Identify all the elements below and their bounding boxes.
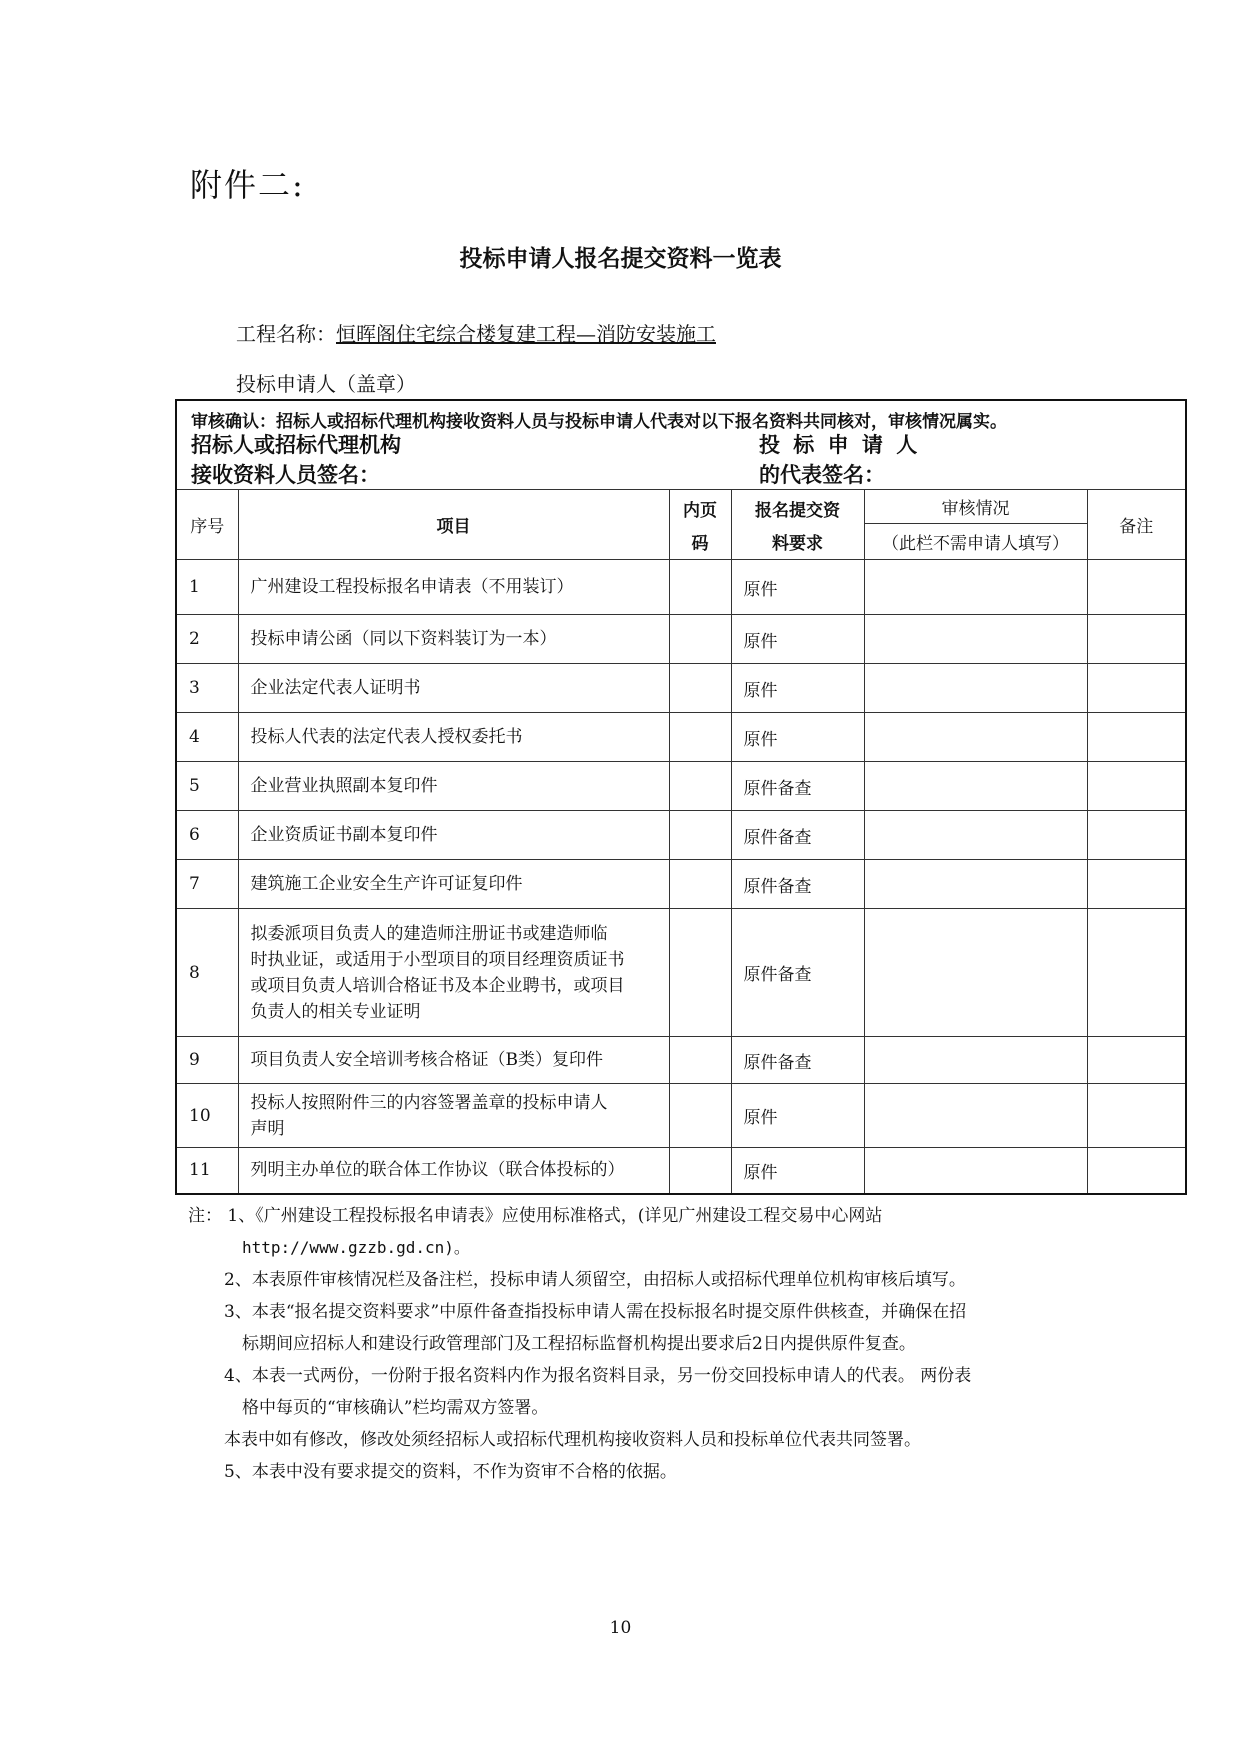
note-4-amend: 本表中如有修改，修改处须经招标人或招标代理机构接收资料人员和投标单位代表共同签署。 [224, 1430, 921, 1450]
row-item: 列明主办单位的联合体工作协议（联合体投标的） [238, 1148, 669, 1194]
row-number: 1 [176, 560, 238, 615]
row-remark [1087, 615, 1186, 664]
table-row [176, 664, 1186, 713]
project-name-line [236, 318, 716, 347]
row-requirement: 原件 [731, 664, 864, 713]
row-number: 7 [176, 860, 238, 909]
table-row [176, 560, 1186, 615]
row-item [238, 1084, 669, 1148]
row-number: 10 [176, 1084, 238, 1148]
row-requirement: 原件备查 [731, 1037, 864, 1084]
row-number: 2 [176, 615, 238, 664]
row-requirement: 原件备查 [731, 860, 864, 909]
row-requirement: 原件备查 [731, 909, 864, 1037]
row-item: 企业营业执照副本复印件 [238, 762, 669, 811]
row-remark [1087, 560, 1186, 615]
row-item: 广州建设工程投标报名申请表（不用装订） [238, 560, 669, 615]
row-page-code [669, 615, 731, 664]
note-3-cont: 标期间应招标人和建设行政管理部门及工程招标监督机构提出要求后2日内提供原件复查。 [242, 1334, 916, 1354]
row-review [864, 762, 1087, 811]
applicant-signature-label-2: 的代表签名： [759, 462, 885, 487]
table-row [176, 615, 1186, 664]
row-item-line: 负责人的相关专业证明 [250, 1001, 421, 1022]
row-page-code [669, 664, 731, 713]
row-item: 企业资质证书副本复印件 [238, 811, 669, 860]
row-page-code [669, 909, 731, 1037]
row-page-code [669, 811, 731, 860]
row-page-code [669, 560, 731, 615]
header-requirement [731, 490, 864, 560]
row-item-line: 时执业证，或适用于小型项目的项目经理资质证书 [250, 949, 625, 970]
notes-section [188, 1200, 1108, 1488]
row-number: 9 [176, 1037, 238, 1084]
agency-signature-label-2: 接收资料人员签名： [191, 462, 380, 487]
project-name-value: 恒晖阁住宅综合楼复建工程—消防安装施工 [336, 322, 716, 346]
agency-signature-label-1: 招标人或招标代理机构 [191, 432, 401, 457]
note-4: 4、本表一式两份，一份附于报名资料内作为报名资料目录，另一份交回投标申请人的代表。 两份表 [224, 1366, 972, 1386]
row-item: 投标人代表的法定代表人授权委托书 [238, 713, 669, 762]
header-seq: 序号 [176, 490, 238, 560]
row-page-code [669, 713, 731, 762]
row-requirement: 原件 [731, 1148, 864, 1194]
header-requirement-line2: 料要求 [772, 533, 823, 554]
review-confirmation-cell [176, 400, 1186, 490]
note-1-url: http://www.gzzb.gd.cn)。 [242, 1238, 470, 1257]
row-review [864, 860, 1087, 909]
row-remark [1087, 811, 1186, 860]
row-remark [1087, 664, 1186, 713]
header-page-code [669, 490, 731, 560]
row-item: 项目负责人安全培训考核合格证（B类）复印件 [238, 1037, 669, 1084]
row-number: 8 [176, 909, 238, 1037]
row-number: 6 [176, 811, 238, 860]
table-row [176, 1148, 1186, 1194]
row-number: 5 [176, 762, 238, 811]
header-page-code-line2: 码 [691, 533, 709, 554]
table-row [176, 811, 1186, 860]
table-row [176, 909, 1186, 1037]
row-remark [1087, 1084, 1186, 1148]
row-remark [1087, 1148, 1186, 1194]
row-review [864, 1084, 1087, 1148]
row-number: 4 [176, 713, 238, 762]
row-review [864, 1037, 1087, 1084]
table-row [176, 762, 1186, 811]
row-remark [1087, 909, 1186, 1037]
table-row [176, 1037, 1186, 1084]
row-number: 11 [176, 1148, 238, 1194]
header-item: 项目 [238, 490, 669, 560]
header-review-note: （此栏不需申请人填写） [864, 524, 1087, 560]
row-remark [1087, 762, 1186, 811]
table-row [176, 713, 1186, 762]
note-3: 3、本表“报名提交资料要求”中原件备查指投标申请人需在投标报名时提交原件供核查，并确保在招 [224, 1302, 967, 1322]
note-5: 5、本表中没有要求提交的资料，不作为资审不合格的依据。 [224, 1462, 677, 1482]
note-2: 2、本表原件审核情况栏及备注栏，投标申请人须留空，由招标人或招标代理单位机构审核后填写。 [224, 1270, 966, 1290]
table-row [176, 1084, 1186, 1148]
page-number: 10 [609, 1618, 632, 1638]
header-page-code-line1: 内页 [683, 500, 717, 521]
row-review [864, 811, 1087, 860]
applicant-stamp-label: 投标申请人（盖章） [236, 372, 416, 396]
row-item: 企业法定代表人证明书 [238, 664, 669, 713]
row-requirement: 原件 [731, 1084, 864, 1148]
row-review [864, 615, 1087, 664]
row-requirement: 原件 [731, 713, 864, 762]
row-review [864, 713, 1087, 762]
applicant-signature-label-1: 投 标 申 请 人 [759, 432, 921, 457]
review-confirmation-text: 审核确认：招标人或招标代理机构接收资料人员与投标申请人代表对以下报名资料共同核对，审核情况属实。 [191, 412, 1007, 432]
row-requirement: 原件 [731, 560, 864, 615]
note-4-cont: 格中每页的“审核确认”栏均需双方签署。 [242, 1398, 549, 1418]
row-number: 3 [176, 664, 238, 713]
row-item: 建筑施工企业安全生产许可证复印件 [238, 860, 669, 909]
row-review [864, 664, 1087, 713]
row-page-code [669, 762, 731, 811]
row-remark [1087, 713, 1186, 762]
row-page-code [669, 1084, 731, 1148]
row-review [864, 1148, 1087, 1194]
header-review: 审核情况 [864, 490, 1087, 524]
table-row [176, 860, 1186, 909]
row-page-code [669, 1148, 731, 1194]
note-1: 注： 1、《广州建设工程投标报名申请表》应使用标准格式，(详见广州建设工程交易中心网站 [188, 1206, 883, 1226]
row-review [864, 560, 1087, 615]
header-remark: 备注 [1087, 490, 1186, 560]
document-title: 投标申请人报名提交资料一览表 [459, 245, 782, 272]
row-requirement: 原件备查 [731, 762, 864, 811]
row-item-line: 拟委派项目负责人的建造师注册证书或建造师临 [250, 923, 608, 944]
row-item: 投标申请公函（同以下资料装订为一本） [238, 615, 669, 664]
header-requirement-line1: 报名提交资 [755, 500, 840, 521]
row-item-line: 或项目负责人培训合格证书及本企业聘书，或项目 [250, 975, 625, 996]
row-page-code [669, 860, 731, 909]
project-name-label: 工程名称： [236, 322, 336, 346]
row-page-code [669, 1037, 731, 1084]
row-item [238, 909, 669, 1037]
row-requirement: 原件备查 [731, 811, 864, 860]
row-requirement: 原件 [731, 615, 864, 664]
row-remark [1087, 860, 1186, 909]
row-remark [1087, 1037, 1186, 1084]
row-review [864, 909, 1087, 1037]
attachment-label: 附件二: [190, 166, 305, 204]
row-item-line: 声明 [250, 1118, 285, 1139]
submission-table [175, 399, 1187, 1195]
row-item-line: 投标人按照附件三的内容签署盖章的投标申请人 [250, 1092, 608, 1113]
